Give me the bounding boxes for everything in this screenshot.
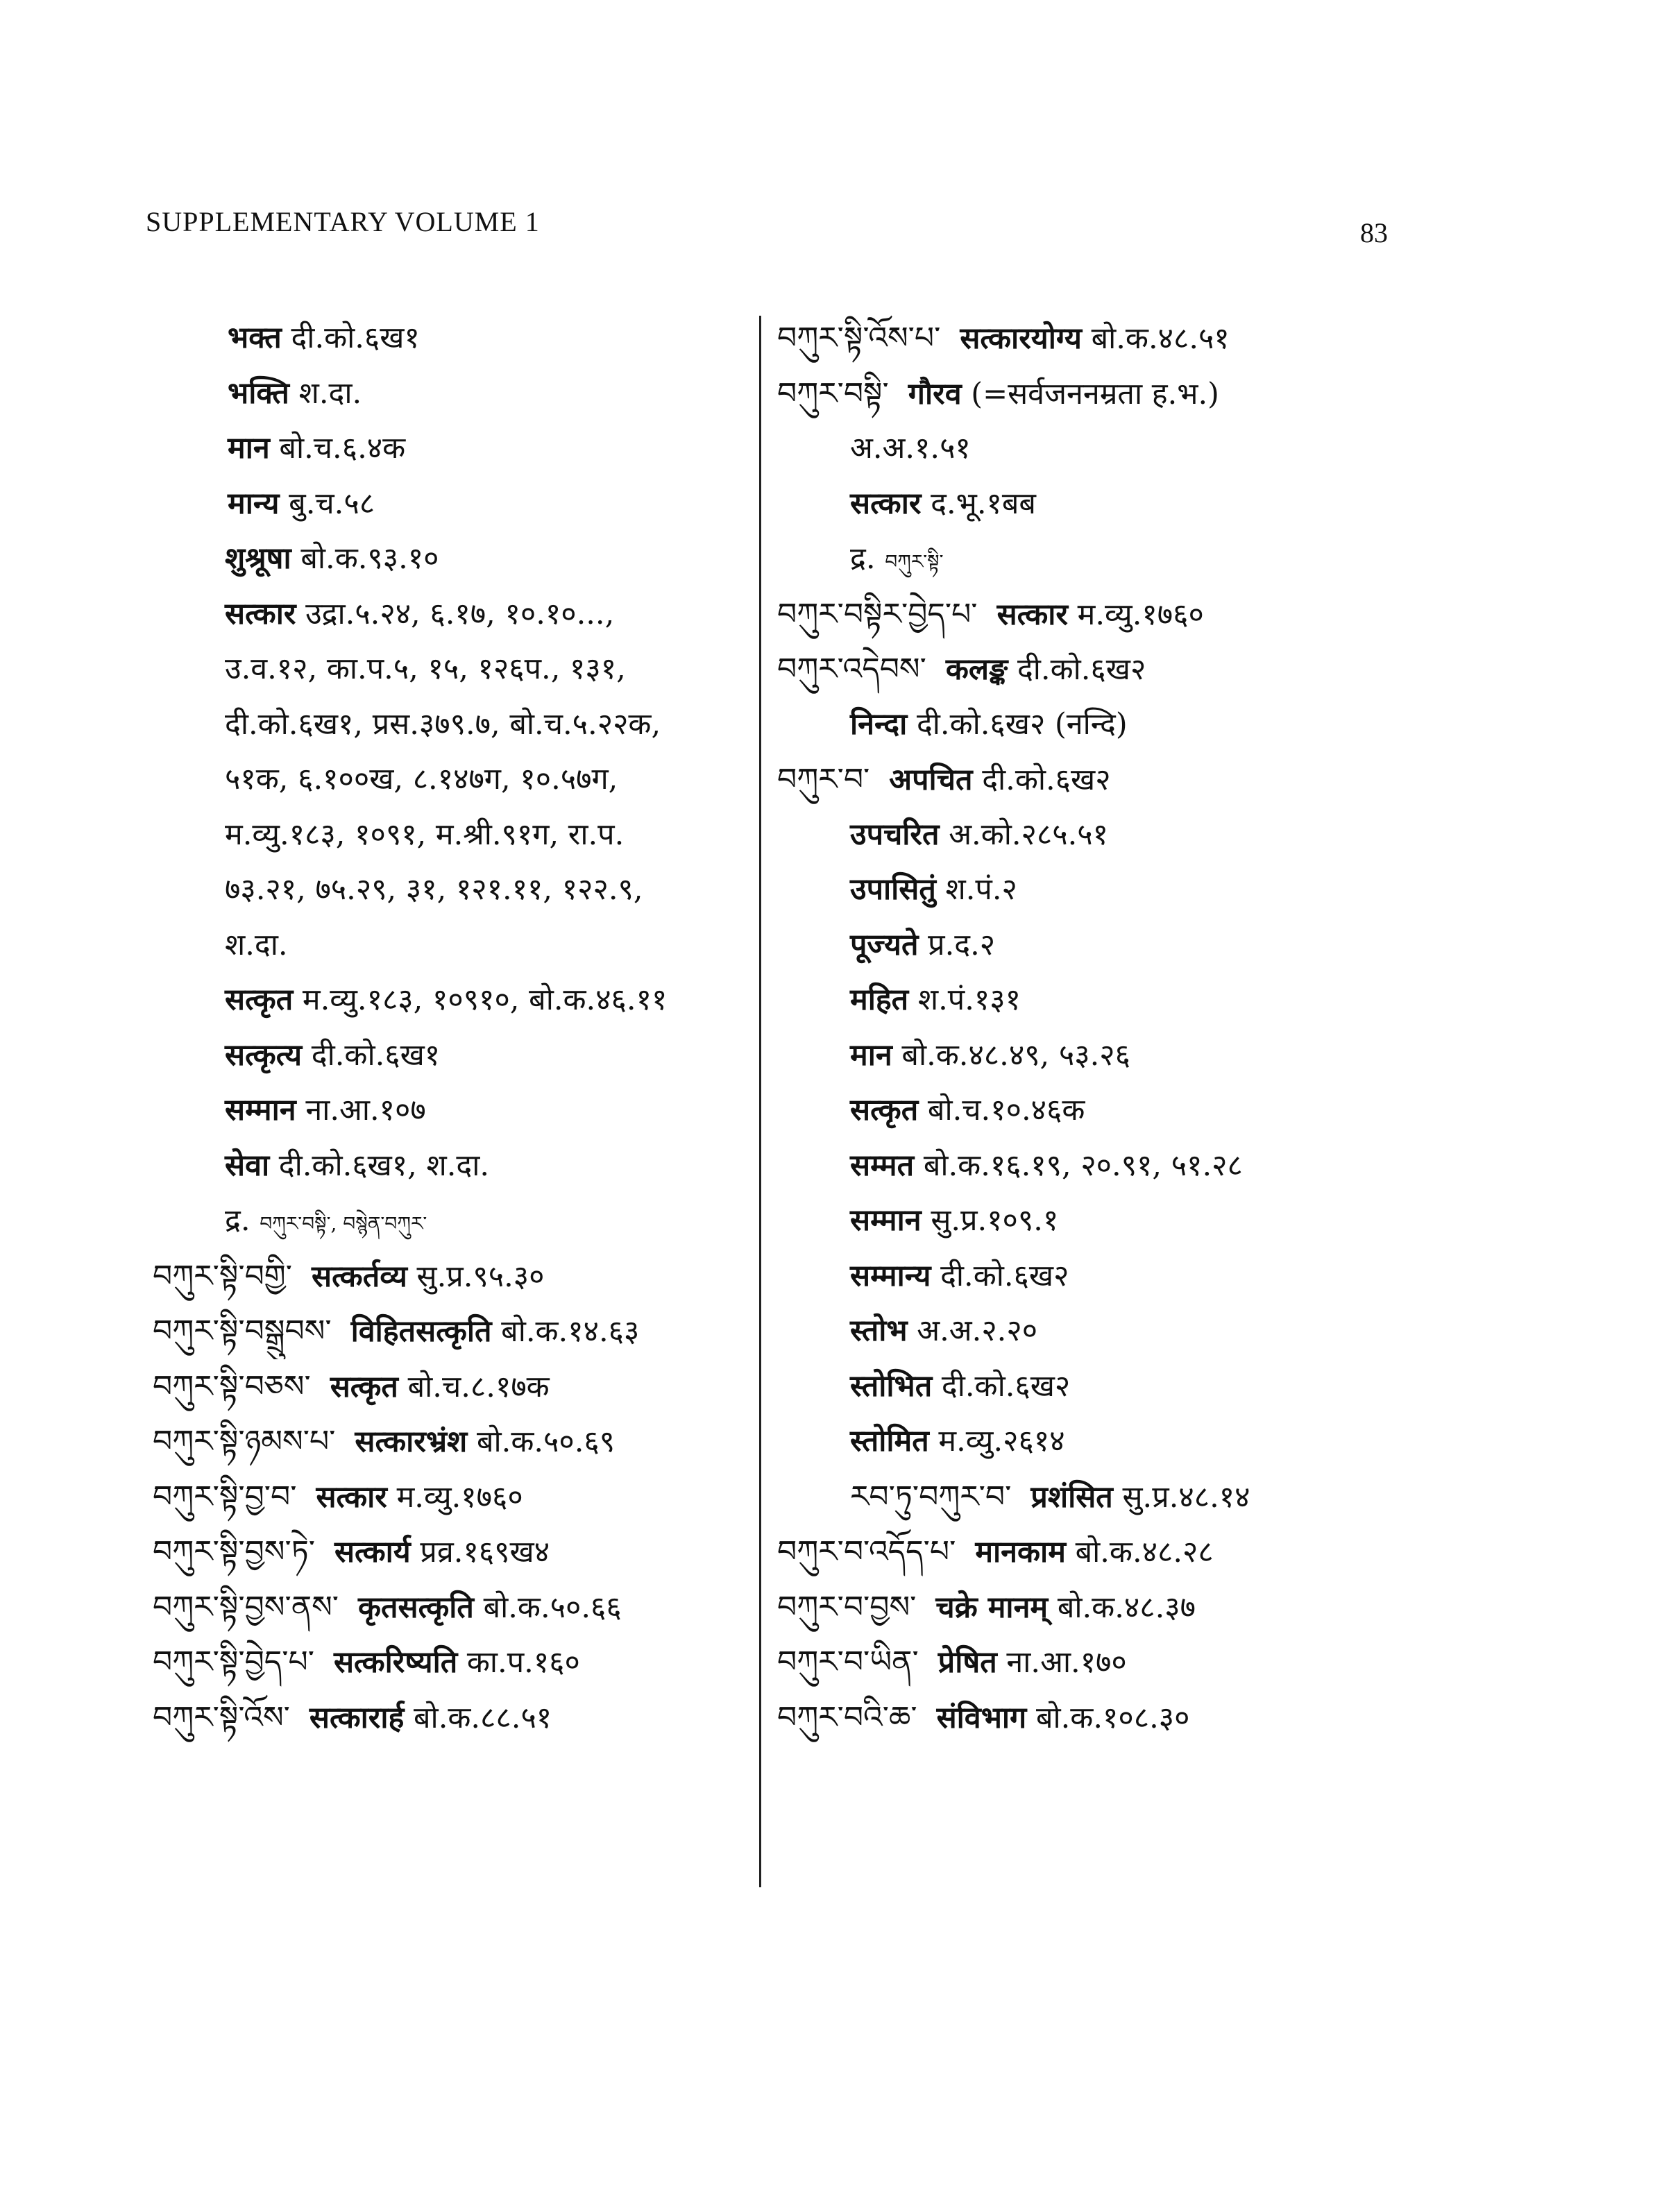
headword-line: [777, 1470, 1471, 1525]
headword-line: [777, 311, 1471, 366]
sanskrit-term: सम्मान: [225, 1093, 296, 1128]
tibetan-headword: བཀུར་སྟི་བཅས་: [153, 1368, 311, 1404]
tibetan-headword: བཀུར་སྟི་བྱེད་པ་: [153, 1644, 314, 1680]
sanskrit-term: सत्कृत: [850, 1093, 919, 1128]
left-column: [153, 311, 749, 1745]
reference: ७३.२१, ७५.२९, ३१, १२१.११, १२२.९,: [225, 872, 643, 907]
reference: सु.प्र.१०९.१: [931, 1203, 1059, 1238]
headword-line: [153, 1635, 749, 1690]
tibetan-headword: བཀུར་སྟི་བྱ་བ་: [153, 1479, 297, 1515]
sanskrit-term: सत्कृत: [225, 982, 294, 1017]
headword-line: [777, 1690, 1471, 1746]
tibetan-headword: བཀུར་བ་བྱས་: [777, 1589, 917, 1625]
reference: सु.प्र.९५.३०: [416, 1259, 545, 1294]
sanskrit-term: उपचरित: [850, 817, 940, 852]
entry-line: [153, 1139, 749, 1194]
entry-line: [153, 531, 749, 587]
entry-line: [777, 477, 1471, 532]
sanskrit-term: चक्रे मानम्: [935, 1590, 1049, 1625]
entry-line: [777, 1083, 1471, 1139]
entry-line: [153, 421, 749, 477]
reference: श.पं.१३१: [917, 982, 1021, 1017]
sanskrit-term: सत्कार: [225, 596, 296, 631]
continuation-line: [153, 642, 749, 697]
reference: बो.क.८८.५१: [414, 1700, 552, 1735]
sanskrit-term: अपचित: [889, 763, 973, 797]
headword-line: [153, 1359, 749, 1415]
cross-reference-line: [153, 1193, 749, 1249]
reference: अ.अ.२.२०: [917, 1313, 1038, 1348]
entry-line: [153, 366, 749, 422]
sanskrit-term: शुश्रूषा: [225, 541, 291, 576]
sanskrit-term: महित: [850, 982, 909, 1017]
tibetan-headword: བཀུར་སྟི་འོས་: [153, 1699, 290, 1735]
reference: अ.अ.१.५१: [850, 431, 971, 466]
tibetan-headword: བཀུར་བ་འདོད་པ་: [777, 1534, 956, 1569]
reference: बो.क.४८.४९, ५३.२६: [901, 1037, 1130, 1073]
headword-line: [777, 642, 1471, 697]
entry-line: [153, 477, 749, 532]
reference: ना.आ.१०७: [305, 1093, 426, 1128]
entry-line: [153, 311, 749, 366]
reference: बु.च.५८: [289, 486, 375, 521]
reference: दी.को.६ख२: [1017, 652, 1146, 687]
entry-line: [777, 973, 1471, 1028]
reference: उद्रा.५.२४, ६.१७, १०.१०...,: [305, 596, 615, 631]
reference: द.भू.१बब: [931, 486, 1036, 521]
cross-reference-line: [777, 531, 1471, 587]
tibetan-headword: བཀུར་བ་ཡིན་: [777, 1644, 919, 1680]
page-number: 83: [1360, 217, 1388, 248]
sanskrit-term: सत्कर्तव्य: [312, 1259, 407, 1294]
reference: बो.क.५०.६९: [476, 1424, 616, 1459]
sanskrit-term: संविभाग: [936, 1700, 1027, 1735]
reference: म.व्यु.२६१४: [938, 1424, 1065, 1458]
sanskrit-term: सत्कृत: [330, 1369, 398, 1404]
sanskrit-term: विहितसत्कृति: [350, 1314, 492, 1349]
headword-line: [153, 1249, 749, 1304]
reference: म.व्यु.१७६०: [396, 1479, 523, 1515]
tibetan-headword: བཀུར་སྟི་བསྒྲུབས་: [153, 1313, 332, 1349]
reference: अ.को.२८५.५१: [949, 817, 1109, 852]
continuation-line: [153, 697, 749, 753]
tibetan-headword: བཀུར་སྟི་ཉམས་པ་: [153, 1424, 336, 1459]
sanskrit-term: सत्कार: [996, 597, 1068, 632]
reference: बो.क.१४.६३: [501, 1314, 640, 1349]
sanskrit-term: स्तोभित: [850, 1368, 933, 1404]
headword-line: [777, 587, 1471, 643]
sanskrit-term: कलङ्क: [945, 652, 1008, 687]
sanskrit-term: सत्कारार्ह: [309, 1700, 405, 1735]
reference: ना.आ.१७०: [1006, 1645, 1127, 1680]
tibetan-headword: བཀུར་སྟི་བགྱི་: [153, 1258, 292, 1294]
reference: दी.को.६ख२: [941, 1368, 1071, 1404]
headword-line: [153, 1524, 749, 1580]
sanskrit-term: सत्कृत्य: [225, 1037, 303, 1073]
tibetan-headword: བཀུར་སྟི་འོས་པ་: [777, 321, 941, 356]
see-also-marker: द्र.: [225, 1203, 251, 1238]
sanskrit-term: सत्कारयोग्य: [960, 321, 1082, 356]
entry-line: [777, 1414, 1471, 1470]
headword-line: [777, 1635, 1471, 1690]
reference: बो.च.१०.४६क: [927, 1093, 1085, 1128]
continuation-line: [153, 918, 749, 973]
continuation-line: [153, 862, 749, 918]
reference: श.पं.२: [945, 872, 1017, 907]
sanskrit-term: सम्मत: [850, 1148, 915, 1183]
running-head: SUPPLEMENTARY VOLUME 1: [146, 206, 540, 237]
reference: दी.को.६ख१: [311, 1037, 441, 1073]
sanskrit-term: सत्कार्य: [334, 1535, 411, 1569]
reference: बो.क.९३.१०: [300, 541, 439, 576]
reference: प्र.द.२: [928, 927, 996, 962]
entry-line: [777, 808, 1471, 863]
sanskrit-term: प्रशंसित: [1030, 1479, 1113, 1515]
tibetan-headword: བཀུར་སྟི་བྱས་ཏེ་: [153, 1534, 315, 1569]
reference: दी.को.६ख१: [291, 321, 420, 355]
entry-line: [153, 1083, 749, 1139]
sanskrit-term: सत्कार: [316, 1479, 387, 1515]
tibetan-headword: བཀུར་བསྟིར་བྱེད་པ་: [777, 596, 978, 632]
reference: दी.को.६ख२ (नन्दि): [916, 706, 1128, 742]
reference: श.दा.: [225, 927, 288, 962]
reference: बो.क.४८.५१: [1091, 321, 1230, 356]
tibetan-cross-reference: བཀུར་བསྟི་, བསྙེན་བཀུར་: [260, 1212, 427, 1235]
headword-line: [777, 752, 1471, 808]
reference: श.दा.: [298, 375, 362, 411]
sanskrit-term: सत्कार: [850, 486, 922, 521]
entry-line: [153, 587, 749, 643]
entry-line: [777, 697, 1471, 753]
sanskrit-term: उपासितुं: [850, 872, 936, 907]
right-column: [777, 311, 1471, 1745]
tibetan-headword: བཀུར་སྟི་བྱས་ནས་: [153, 1589, 339, 1625]
entry-line: [777, 1028, 1471, 1084]
sanskrit-term: भक्त: [228, 321, 282, 355]
sanskrit-term: सेवा: [225, 1148, 270, 1183]
column-divider: [759, 316, 761, 1887]
entry-line: [153, 973, 749, 1028]
sanskrit-term: स्तोमित: [850, 1424, 929, 1458]
tibetan-cross-reference: བཀུར་སྟི་: [885, 550, 944, 573]
tibetan-headword: བཀུར་བསྟི་: [777, 375, 889, 411]
sanskrit-term: सत्करिष्यति: [333, 1645, 458, 1680]
reference: म.व्यु.१८३, १०९१०, बो.क.४६.११: [302, 982, 668, 1017]
reference: बो.क.४८.३७: [1057, 1590, 1196, 1625]
headword-line: [153, 1580, 749, 1635]
entry-line: [777, 1359, 1471, 1415]
sanskrit-term: सत्कारभ्रंश: [355, 1424, 468, 1459]
sanskrit-term: पूज्यते: [850, 927, 919, 962]
headword-line: [777, 366, 1471, 422]
headword-line: [153, 1470, 749, 1525]
reference: बो.क.५०.६६: [483, 1590, 622, 1625]
sanskrit-term: सम्मान: [850, 1203, 922, 1238]
reference: बो.क.४८.२८: [1075, 1535, 1214, 1569]
sanskrit-term: मान: [850, 1037, 892, 1073]
entry-line: [777, 1304, 1471, 1359]
sanskrit-term: कृतसत्कृति: [358, 1590, 474, 1625]
tibetan-headword: རབ་ཏུ་བཀུར་བ་: [850, 1479, 1012, 1515]
reference: बो.च.८.१७क: [407, 1369, 550, 1404]
headword-line: [153, 1414, 749, 1470]
sanskrit-term: सम्मान्य: [850, 1258, 931, 1293]
tibetan-headword: བཀུར་བའི་ཆ་: [777, 1699, 917, 1735]
reference: म.व्यु.१८३, १०९१, म.श्री.९१ग, रा.प.: [225, 817, 625, 852]
headword-line: [153, 1304, 749, 1359]
reference: दी.को.६ख१, प्रस.३७९.७, बो.च.५.२२क,: [225, 706, 661, 742]
reference: बो.च.६.४क: [279, 431, 406, 466]
tibetan-headword: བཀུར་འདེབས་: [777, 652, 926, 687]
sanskrit-term: स्तोभ: [850, 1313, 908, 1348]
reference: सु.प्र.४८.१४: [1122, 1479, 1250, 1515]
tibetan-headword: བཀུར་བ་: [777, 762, 870, 797]
sanskrit-term: गौरव: [908, 376, 962, 411]
continuation-line: [153, 808, 749, 863]
reference: दी.को.६ख१, श.दा.: [278, 1148, 490, 1183]
entry-line: [777, 918, 1471, 973]
headword-line: [777, 1580, 1471, 1635]
sanskrit-term: भक्ति: [228, 375, 289, 411]
sanskrit-term: मान्य: [228, 486, 280, 521]
reference: दी.को.६ख२: [940, 1258, 1069, 1293]
sanskrit-term: मानकाम: [975, 1535, 1066, 1569]
entry-line: [777, 1193, 1471, 1249]
continuation-line: [153, 752, 749, 808]
entry-line: [153, 1028, 749, 1084]
sanskrit-term: निन्दा: [850, 706, 908, 742]
headword-line: [153, 1690, 749, 1746]
reference: बो.क.१६.१९, २०.९१, ५१.२८: [923, 1148, 1243, 1183]
entry-line: [777, 862, 1471, 918]
reference: दी.को.६ख२: [982, 763, 1111, 797]
see-also-marker: द्र.: [850, 541, 876, 576]
continuation-line: [777, 421, 1471, 477]
reference: (=सर्वजननम्रता ह.भ.): [971, 376, 1219, 411]
headword-line: [777, 1524, 1471, 1580]
reference: उ.व.१२, का.प.५, १५, १२६प., १३१,: [225, 652, 626, 686]
entry-line: [777, 1249, 1471, 1304]
reference: ५१क, ६.१००ख, ८.१४७ग, १०.५७ग,: [225, 762, 618, 797]
sanskrit-term: मान: [228, 431, 270, 466]
reference: का.प.१६०: [466, 1645, 580, 1680]
entry-line: [777, 1139, 1471, 1194]
reference: बो.क.१०८.३०: [1035, 1700, 1190, 1735]
reference: प्रव्र.१६९ख४: [420, 1535, 550, 1569]
reference: म.व्यु.१७६०: [1077, 597, 1204, 632]
sanskrit-term: प्रेषित: [937, 1645, 997, 1680]
